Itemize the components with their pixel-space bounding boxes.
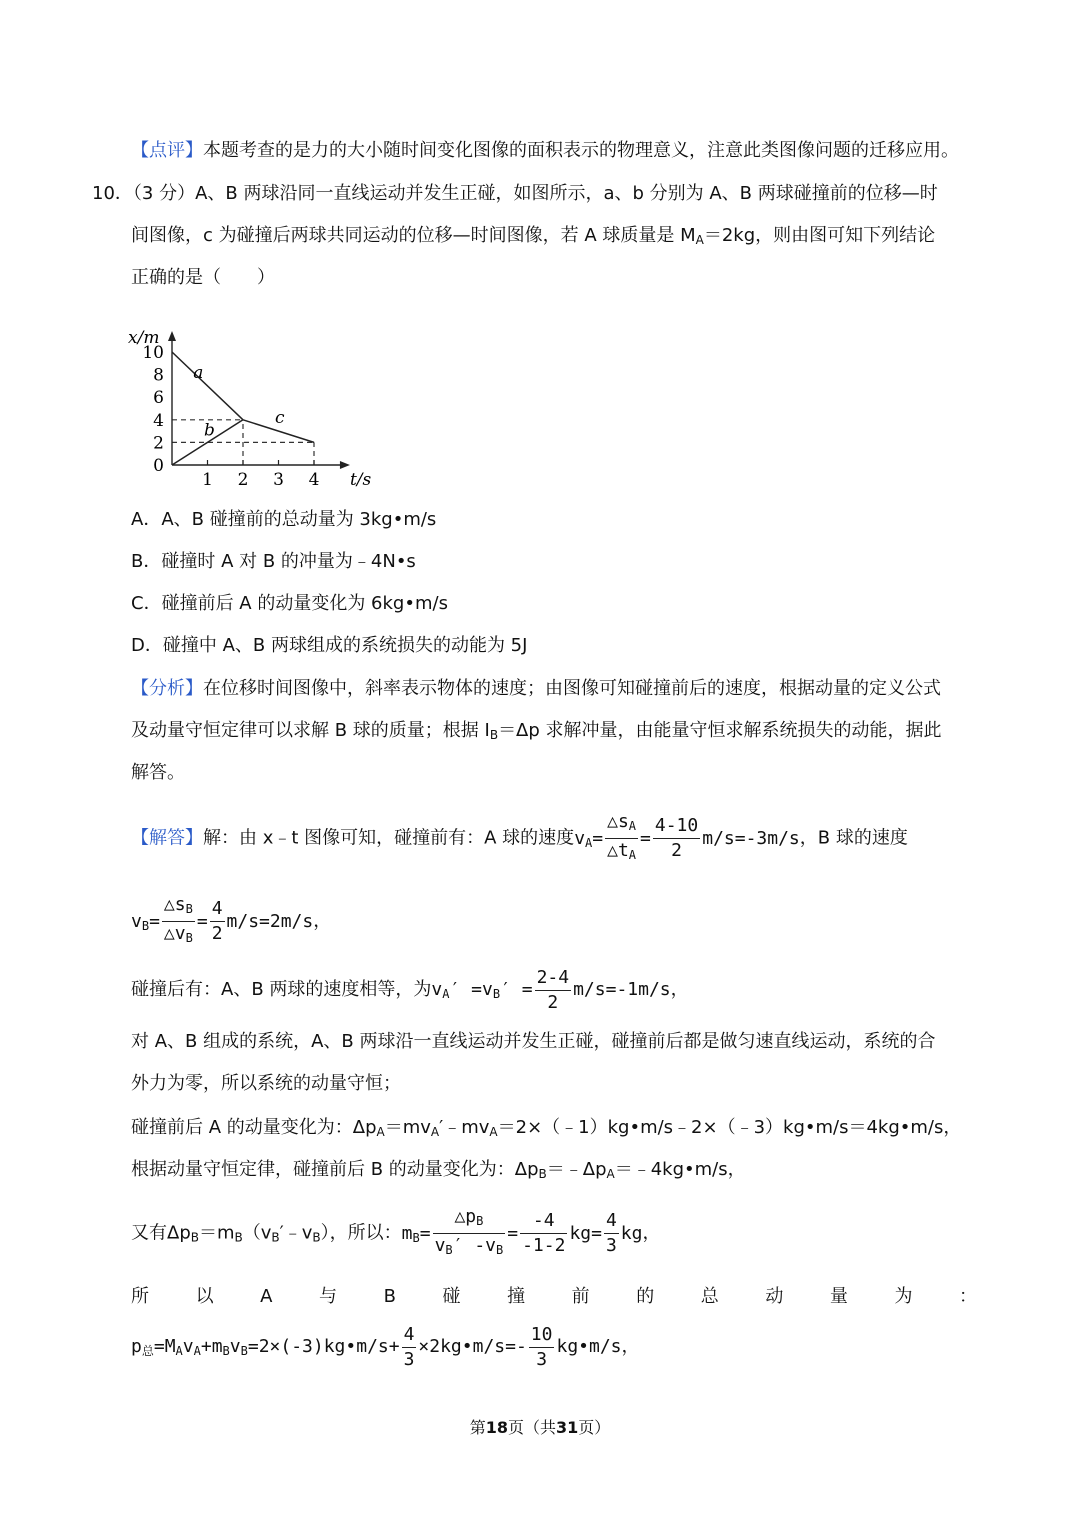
question-line-2 xyxy=(0,223,1080,253)
vb-eq: = xyxy=(149,910,160,932)
va-num-2: 4-10 xyxy=(653,814,700,839)
mb-den-2: -1-2 xyxy=(522,1235,566,1256)
dpa-mid-2: ′﹣mv xyxy=(439,1117,490,1138)
solution-line-1 xyxy=(0,810,1080,868)
mb-unit-1: kg= xyxy=(569,1222,602,1244)
y-axis-label: x/m xyxy=(128,328,160,349)
footer-post: 页） xyxy=(578,1418,611,1437)
dpa-pre: 碰撞前后 A 的动量变化为：Δp xyxy=(131,1117,377,1138)
spread-word-9: 总 xyxy=(700,1286,719,1307)
spread-word-5: 碰 xyxy=(442,1286,461,1307)
mass-subscript: A xyxy=(695,233,704,247)
p-sub: 总 xyxy=(141,1344,154,1358)
p-v1: v xyxy=(182,1336,194,1357)
after-num: 2-4 xyxy=(535,966,572,991)
total-momentum-lead xyxy=(131,1284,977,1310)
va-den-2: 2 xyxy=(671,840,682,861)
analysis-line-3 xyxy=(0,760,1080,786)
p-fraction-1 xyxy=(402,1323,417,1372)
vb-sub: B xyxy=(141,918,150,933)
x-tick-label-3: 3 xyxy=(273,470,284,490)
solution-vb-lead: ，B 球的速度 xyxy=(799,827,908,849)
va-eq: = xyxy=(592,827,604,849)
option-c-text: C．碰撞前后 A 的动量变化为 6kg•m/s xyxy=(131,593,448,614)
p-sub-4: B xyxy=(222,1344,230,1358)
displacement-time-chart xyxy=(120,305,380,495)
mb-den-a-sub: B xyxy=(445,1243,453,1257)
y-axis-arrow xyxy=(168,331,176,341)
y-tick-label-2: 2 xyxy=(153,433,164,454)
vb-den-2: 2 xyxy=(211,923,223,944)
mb-symbol: m xyxy=(401,1222,413,1244)
after-comma: ， xyxy=(670,979,689,1000)
analysis-tag: 【分析】 xyxy=(131,678,203,699)
solution-line-8 xyxy=(0,1205,1080,1263)
va-num: △s xyxy=(607,811,629,832)
question-stem-3: 正确的是（ ） xyxy=(131,267,275,288)
spread-word-8: 的 xyxy=(636,1286,655,1307)
va-num-sub: A xyxy=(628,819,637,833)
total-pages: 31 xyxy=(556,1418,579,1437)
question-line-3 xyxy=(0,265,1080,291)
spread-word-13: ： xyxy=(959,1286,977,1307)
analysis-text-2b: ＝Δp 求解冲量，由能量守恒求解系统损失的动能，据此 xyxy=(498,720,942,741)
after-collision-text: 碰撞后有：A、B 两球的速度相等，为 xyxy=(131,979,432,1000)
mb-den-a: v xyxy=(434,1235,446,1256)
dpa-sub-3: A xyxy=(489,1125,498,1139)
spread-word-0: 所 xyxy=(131,1286,149,1307)
vb-symbol: v xyxy=(131,910,142,932)
mb-formula xyxy=(401,1206,643,1257)
option-b[interactable] xyxy=(0,549,1080,575)
analysis-text-3: 解答。 xyxy=(131,762,185,783)
comment-tag: 【点评】 xyxy=(131,140,203,161)
mb-pre: 又有Δp xyxy=(131,1222,191,1244)
vb-den: △v xyxy=(163,923,186,944)
impulse-subscript: B xyxy=(489,728,499,742)
question-stem-2b: ＝2kg，则由图可知下列结论 xyxy=(703,225,936,246)
series-label-a: a xyxy=(193,362,204,383)
y-tick-label-10: 10 xyxy=(142,343,164,363)
p-v2: v xyxy=(229,1336,241,1357)
mb-fraction-2 xyxy=(520,1209,567,1258)
question-number: 10． xyxy=(92,183,133,204)
comment-text: 本题考查的是力的大小随时间变化图像的面积表示的物理意义，注意此类图像问题的迁移应用。 xyxy=(203,140,959,161)
vb-eq-2: = xyxy=(196,910,208,932)
mb-mid-2: （v xyxy=(242,1222,272,1244)
option-b-text: B．碰撞时 A 对 B 的冲量为﹣4N•s xyxy=(131,551,416,572)
after-result: m/s=-1m/s xyxy=(573,979,671,1000)
mb-sub-2: B xyxy=(234,1230,243,1245)
mb-den-3: 3 xyxy=(605,1235,617,1256)
vb-result: m/s=2m/s xyxy=(226,910,314,932)
va-fraction-2 xyxy=(653,814,700,863)
p-sub-5: B xyxy=(240,1344,248,1358)
va-fraction-1 xyxy=(605,810,638,867)
analysis-line-2 xyxy=(0,718,1080,748)
prime-eq: ′ = xyxy=(500,979,533,1000)
system-text-1: 对 A、B 组成的系统，A、B 两球沿一直线运动并发生正碰，碰撞前后都是做匀速直线运动，系统的合 xyxy=(131,1031,936,1052)
p-sub-3: A xyxy=(193,1344,201,1358)
mb-num-3: 4 xyxy=(604,1209,619,1234)
dpa-mid-1: ＝mv xyxy=(384,1117,431,1138)
va-eq-2: = xyxy=(640,827,651,849)
mb-mid-3: ′﹣v xyxy=(279,1222,313,1244)
solution-line-3 xyxy=(0,965,1080,1019)
spread-word-6: 撞 xyxy=(507,1286,526,1307)
x-tick-label-1: 1 xyxy=(202,470,213,490)
y-tick-label-6: 6 xyxy=(153,388,164,409)
x-axis-arrow xyxy=(340,461,350,469)
vb-num: △s xyxy=(163,894,186,915)
p-num-2: 10 xyxy=(529,1323,555,1348)
option-d[interactable] xyxy=(0,633,1080,659)
spread-word-12: 为 xyxy=(894,1286,913,1307)
p-mid: =2×(-3)kg•m/s+ xyxy=(247,1336,400,1357)
mb-post: ），所以： xyxy=(320,1222,402,1244)
spread-word-2: A xyxy=(260,1286,273,1307)
x-tick-label-2: 2 xyxy=(237,470,249,490)
p-symbol: p xyxy=(131,1336,142,1357)
after-den: 2 xyxy=(547,991,559,1013)
vb-comma: ， xyxy=(313,910,332,932)
dpa-sub-1: A xyxy=(376,1125,385,1139)
p-sub-2: A xyxy=(175,1344,183,1358)
y-tick-label-4: 4 xyxy=(153,410,164,431)
solution-intro: 解：由 x﹣t 图像可知，碰撞前有：A 球的速度 xyxy=(203,827,575,849)
p-plus: +m xyxy=(200,1336,223,1357)
mb-den-b-sub: B xyxy=(496,1243,504,1257)
series-line-a xyxy=(172,352,243,420)
dpa-post: ＝2×（﹣1）kg•m/s﹣2×（﹣3）kg•m/s＝4kg•m/s， xyxy=(497,1117,962,1138)
mb-comma: ， xyxy=(642,1222,661,1244)
spread-word-3: 与 xyxy=(319,1286,338,1307)
mb-fraction-1 xyxy=(433,1205,506,1262)
after-fraction xyxy=(535,966,572,1015)
option-d-text: D．碰撞中 A、B 两球组成的系统损失的动能为 5J xyxy=(131,635,528,656)
mb-num-sub: B xyxy=(476,1214,484,1228)
p-mid-2: ×2kg•m/s=- xyxy=(418,1336,527,1357)
spread-word-10: 动 xyxy=(765,1286,784,1307)
solution-line-7 xyxy=(0,1157,1080,1187)
vb-num-2: 4 xyxy=(210,897,225,922)
dpb-pre: 根据动量守恒定律，碰撞前后 B 的动量变化为：Δp xyxy=(131,1159,539,1180)
series-label-b: b xyxy=(203,420,215,441)
mb-sub-1: B xyxy=(190,1230,199,1245)
solution-line-5 xyxy=(0,1071,1080,1097)
after-formula xyxy=(431,966,671,1013)
option-a[interactable] xyxy=(0,507,1080,533)
page-number: 18 xyxy=(485,1418,508,1437)
va-prime-symbol: v xyxy=(431,979,443,1000)
va-den: △t xyxy=(607,840,629,861)
footer-pre: 第 xyxy=(469,1418,486,1437)
spread-word-7: 前 xyxy=(571,1286,590,1307)
mb-sub-4: B xyxy=(312,1230,321,1245)
analysis-text-1: 在位移时间图像中，斜率表示物体的速度；由图像可知碰撞前后的速度，根据动量的定义公式 xyxy=(203,678,941,699)
solution-line-4 xyxy=(0,1029,1080,1055)
vb-fraction-2 xyxy=(210,897,225,946)
mb-num: △p xyxy=(454,1206,477,1227)
mb-fraction-3 xyxy=(604,1209,619,1258)
spread-word-4: B xyxy=(383,1286,396,1307)
va-result: m/s=-3m/s xyxy=(702,827,800,849)
y-tick-label-8: 8 xyxy=(153,365,164,386)
question-line-1 xyxy=(0,181,1080,207)
p-result: kg•m/s xyxy=(556,1336,622,1357)
option-a-text: A．A、B 碰撞前的总动量为 3kg•m/s xyxy=(131,509,437,530)
system-text-2: 外力为零，所以系统的动量守恒； xyxy=(131,1073,401,1094)
x-tick-label-4: 4 xyxy=(308,470,320,490)
footer-mid: 页（共 xyxy=(507,1418,556,1437)
dpa-sub-2: A xyxy=(430,1125,440,1139)
solution-tag: 【解答】 xyxy=(131,827,203,849)
vb-formula xyxy=(131,894,314,945)
va-formula xyxy=(574,811,800,862)
va-prime-sub: A xyxy=(442,987,450,1001)
va-symbol: v xyxy=(574,827,586,849)
question-stem-1: （3 分）A、B 两球沿同一直线运动并发生正碰，如图所示，a、b 分别为 A、B 两球碰撞前的位移—时 xyxy=(132,183,938,204)
p-den-1: 3 xyxy=(403,1348,415,1370)
vb-den-sub: B xyxy=(185,931,193,945)
vb-num-sub: B xyxy=(185,902,193,916)
va-sub: A xyxy=(585,835,593,850)
mb-unit-2: kg xyxy=(620,1222,643,1244)
p-fraction-2 xyxy=(529,1323,555,1372)
solution-line-2 xyxy=(0,893,1080,951)
dpb-post: ＝﹣4kg•m/s， xyxy=(614,1159,746,1180)
dpb-sub-2: A xyxy=(606,1167,615,1181)
option-c[interactable] xyxy=(0,591,1080,617)
solution-line-6 xyxy=(0,1115,1080,1145)
mb-mid-1: ＝m xyxy=(198,1222,235,1244)
page-footer xyxy=(0,1415,1080,1438)
total-momentum-formula xyxy=(0,1322,1080,1376)
comment-line xyxy=(0,138,1080,164)
series-label-c: c xyxy=(274,408,285,429)
question-stem-2a: 间图像，c 为碰撞后两球共同运动的位移—时间图像，若 A 球质量是 M xyxy=(131,225,696,246)
p-num-1: 4 xyxy=(402,1323,417,1348)
mb-sub-3: B xyxy=(271,1230,280,1245)
spread-word-11: 量 xyxy=(829,1286,848,1307)
p-comma: ， xyxy=(621,1336,640,1357)
dpb-sub-1: B xyxy=(538,1167,547,1181)
analysis-text-2a: 及动量守恒定律可以求解 B 球的质量；根据 I xyxy=(131,720,490,741)
mb-num-2: -4 xyxy=(520,1209,567,1234)
p-eq: =M xyxy=(153,1336,176,1357)
va-den-sub: A xyxy=(628,848,637,862)
spread-word-1: 以 xyxy=(195,1286,214,1307)
vb-fraction-1 xyxy=(162,893,195,950)
p-den-2: 3 xyxy=(536,1348,548,1370)
mb-den-b: ′ -v xyxy=(452,1235,496,1256)
x-axis-label: t/s xyxy=(349,470,372,490)
vb-prime-sub: B xyxy=(492,987,501,1001)
mb-eq-2: = xyxy=(507,1222,519,1244)
analysis-line-1 xyxy=(0,676,1080,702)
dpb-mid: ＝﹣Δp xyxy=(546,1159,607,1180)
y-tick-label-0: 0 xyxy=(153,456,164,476)
mb-eq: = xyxy=(419,1222,431,1244)
mb-symbol-sub: B xyxy=(412,1230,420,1245)
solution-line-9 xyxy=(0,1284,1080,1310)
prime-eq-vb: ′ =v xyxy=(449,979,493,1000)
